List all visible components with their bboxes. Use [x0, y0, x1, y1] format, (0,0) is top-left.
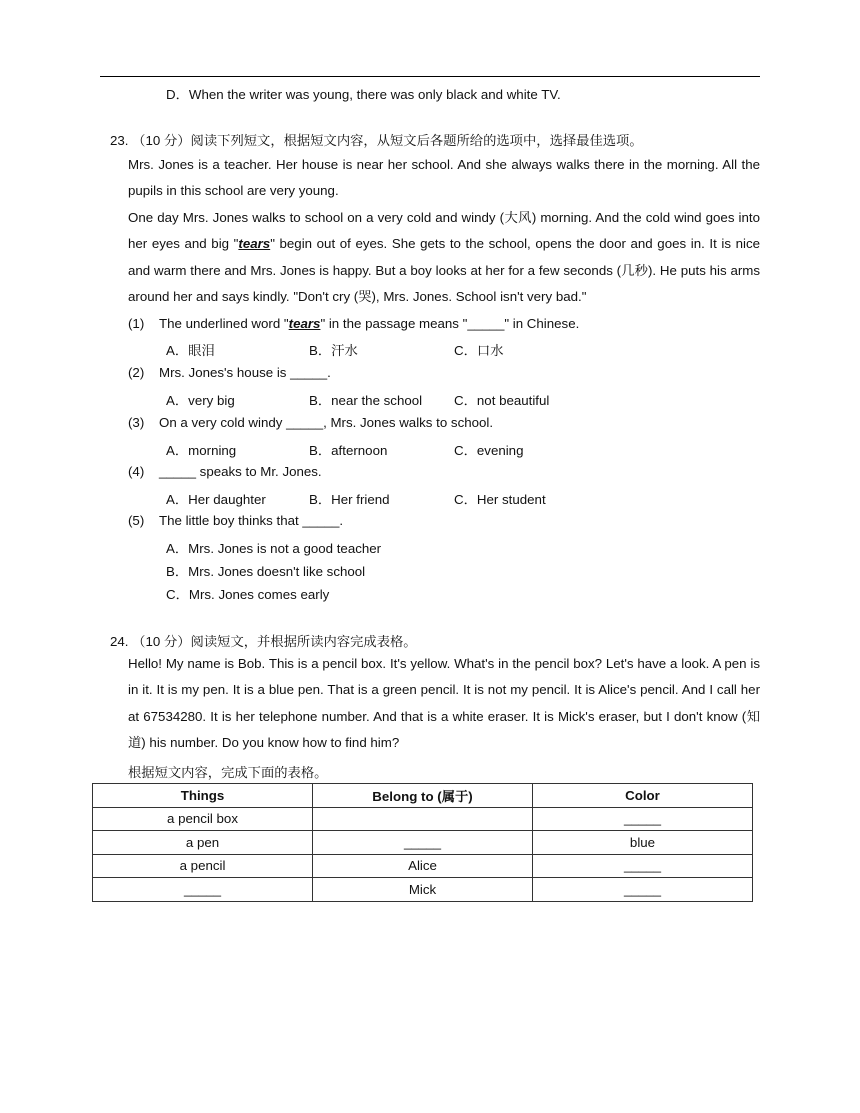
column-header-belong-to: Belong to (属于)	[313, 784, 533, 808]
q23-1-stem: The underlined word "tears" in the passage means "_____" in Chinese.	[159, 316, 580, 331]
q23-2-number: (2)	[128, 365, 145, 380]
q23-4-option-a: A．Her daughter	[166, 492, 266, 507]
table-cell: a pencil	[93, 854, 313, 878]
q23-3-option-b: B．afternoon	[309, 443, 388, 458]
q23-5-option-a: A．Mrs. Jones is not a good teacher	[166, 541, 382, 556]
q23-5-number: (5)	[128, 513, 145, 528]
table-cell: _____	[93, 878, 313, 902]
underlined-word: tears	[238, 236, 271, 252]
q23-2-option-b: B．near the school	[309, 393, 423, 408]
q23-2-option-c: C．not beautiful	[454, 393, 550, 408]
q23-paragraph-2: One day Mrs. Jones walks to school on a very cold and windy (大风) morning. And the cold wind goes into her eyes and big "tears" begin out of eyes. She gets to the school, opens the door and goes in. It is nice and warm there and Mrs. Jones is happy. But a boy looks at her for a few seconds (几秒). He puts his arms around her and says kindly. "Don't cry (哭), Mrs. Jones. School isn't very bad."	[128, 210, 760, 305]
table-cell: Mick	[313, 878, 533, 902]
q24-instruction: 根据短文内容，完成下面的表格。	[128, 765, 328, 780]
q23-5-option-c: C．Mrs. Jones comes early	[166, 587, 330, 602]
table-row	[93, 807, 753, 831]
q23-2-option-a: A．very big	[166, 393, 235, 408]
q23-paragraph-1: Mrs. Jones is a teacher. Her house is near her school. And she always walks there in the morning. All the pupils in this school are very young.	[128, 157, 760, 199]
q23-header: 23. （10 分）阅读下列短文，根据短文内容，从短文后各题所给的选项中，选择最佳选项。	[110, 133, 643, 148]
q23-3-option-a: A．morning	[166, 443, 237, 458]
q23-4-number: (4)	[128, 464, 145, 479]
table-header-row	[93, 784, 753, 808]
table-cell: _____	[313, 831, 533, 855]
underlined-word: tears	[288, 316, 321, 331]
q23-1-number: (1)	[128, 316, 145, 331]
table-cell	[313, 807, 533, 831]
table-cell: _____	[533, 854, 753, 878]
table-cell: blue	[533, 831, 753, 855]
table-cell: _____	[533, 807, 753, 831]
q23-3-stem: On a very cold windy _____, Mrs. Jones walks to school.	[159, 415, 494, 430]
q23-5-stem: The little boy thinks that _____.	[159, 513, 344, 528]
q23-5-option-b: B．Mrs. Jones doesn't like school	[166, 564, 366, 579]
column-header-things: Things	[93, 784, 313, 808]
q24-header: 24. （10 分）阅读短文，并根据所读内容完成表格。	[110, 634, 417, 649]
table-row	[93, 831, 753, 855]
q23-4-option-b: B．Her friend	[309, 492, 390, 507]
table-row	[93, 878, 753, 902]
q23-1-option-a: A．眼泪	[166, 343, 215, 358]
q24-passage: Hello! My name is Bob. This is a pencil box. It's yellow. What's in the pencil box? Let's have a look. A pen is in it. It is my pen. It is a blue pen. That is a green pencil. It is not my pencil. It is Alice's pencil. And I call her at 67534280. It is her telephone number. And that is a white eraser. It is Mick's eraser, but I don't know (知道) his number. Do you know how to find him?	[128, 656, 760, 751]
prev-option-d: D．When the writer was young, there was only black and white TV.	[166, 87, 561, 102]
answer-table	[92, 783, 753, 902]
q23-1-option-b: B．汗水	[309, 343, 358, 358]
q23-3-option-c: C．evening	[454, 443, 524, 458]
q23-4-stem: _____ speaks to Mr. Jones.	[159, 464, 322, 479]
q23-4-option-c: C．Her student	[454, 492, 546, 507]
table-cell: a pen	[93, 831, 313, 855]
table-cell: Alice	[313, 854, 533, 878]
q23-2-stem: Mrs. Jones's house is _____.	[159, 365, 331, 380]
table-cell: _____	[533, 878, 753, 902]
top-rule	[100, 76, 760, 77]
q23-3-number: (3)	[128, 415, 145, 430]
table-row	[93, 854, 753, 878]
column-header-color: Color	[533, 784, 753, 808]
q23-1-option-c: C．口水	[454, 343, 504, 358]
table-cell: a pencil box	[93, 807, 313, 831]
